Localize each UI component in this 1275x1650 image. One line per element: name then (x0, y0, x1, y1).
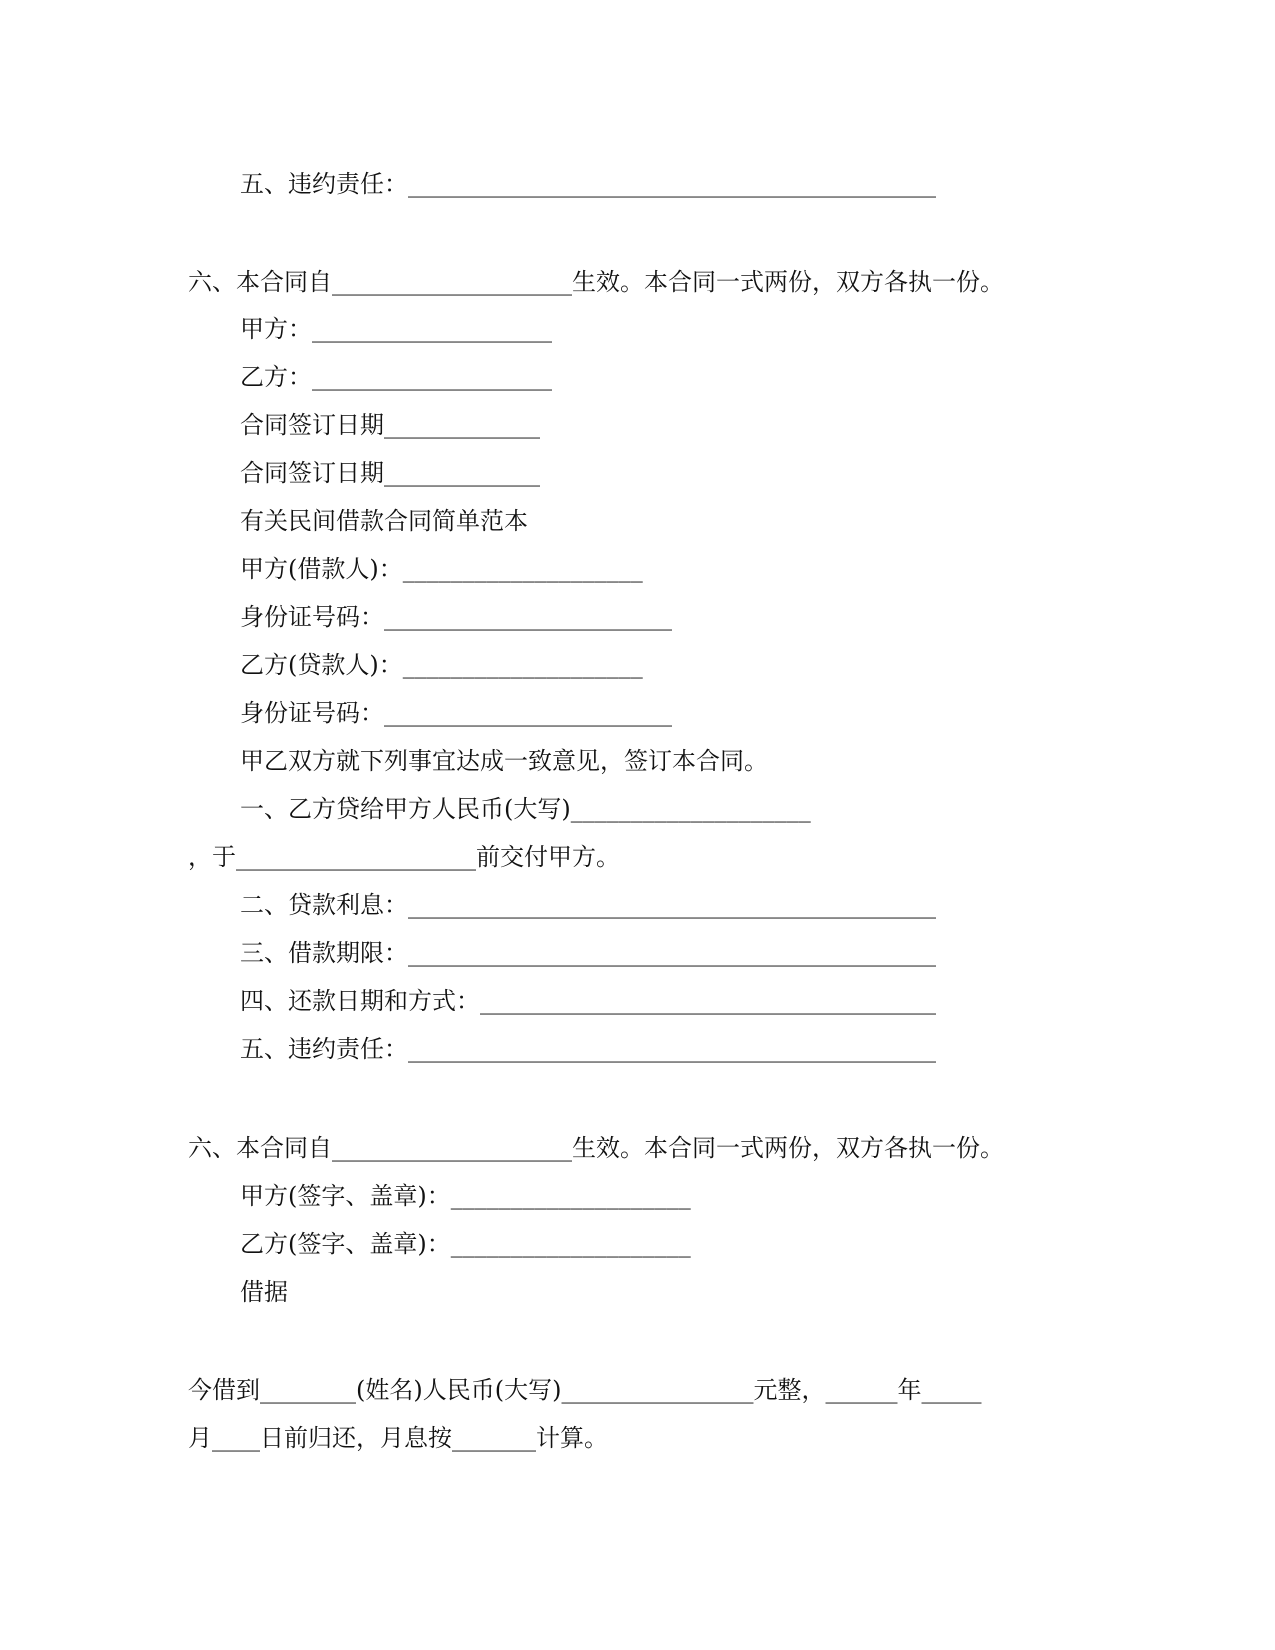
receipt-body-line-1: 今借到________(姓名)人民币(大写)________________元整，______年_____ (188, 1376, 982, 1404)
clause-3-term: 三、借款期限：____________________________________________ (240, 939, 936, 967)
signing-date-line: 合同签订日期_____________ (240, 411, 540, 439)
clause-5-breach-liability: 五、违约责任：____________________________________________ (240, 1035, 936, 1063)
clause-1-loan-amount: 一、乙方贷给甲方人民币(大写)____________________ (240, 795, 811, 823)
clause-6-effective-date: 六、本合同自____________________生效。本合同一式两份，双方各执一份。 (188, 1134, 1004, 1162)
agreement-intro: 甲乙双方就下列事宜达成一致意见，签订本合同。 (240, 747, 768, 775)
clause-5-breach-liability: 五、违约责任：____________________________________________ (240, 170, 936, 198)
party-b-line: 乙方：____________________ (240, 363, 552, 391)
receipt-title: 借据 (240, 1278, 288, 1306)
lender-line: 乙方(贷款人)：____________________ (240, 651, 643, 679)
party-b-signature-line: 乙方(签字、盖章)：____________________ (240, 1230, 691, 1258)
id-number-line: 身份证号码：________________________ (240, 699, 672, 727)
section-title: 有关民间借款合同简单范本 (240, 507, 528, 535)
clause-4-repayment: 四、还款日期和方式：______________________________________ (240, 987, 936, 1015)
party-a-signature-line: 甲方(签字、盖章)：____________________ (240, 1182, 691, 1210)
clause-6-effective-date: 六、本合同自____________________生效。本合同一式两份，双方各执一份。 (188, 268, 1004, 296)
party-a-line: 甲方：____________________ (240, 315, 552, 343)
id-number-line: 身份证号码：________________________ (240, 603, 672, 631)
borrower-line: 甲方(借款人)：____________________ (240, 555, 643, 583)
clause-1-delivery-date: ，于____________________前交付甲方。 (188, 843, 620, 871)
clause-2-interest: 二、贷款利息：____________________________________________ (240, 891, 936, 919)
signing-date-line: 合同签订日期_____________ (240, 459, 540, 487)
receipt-body-line-2: 月____日前归还，月息按_______计算。 (188, 1424, 608, 1452)
